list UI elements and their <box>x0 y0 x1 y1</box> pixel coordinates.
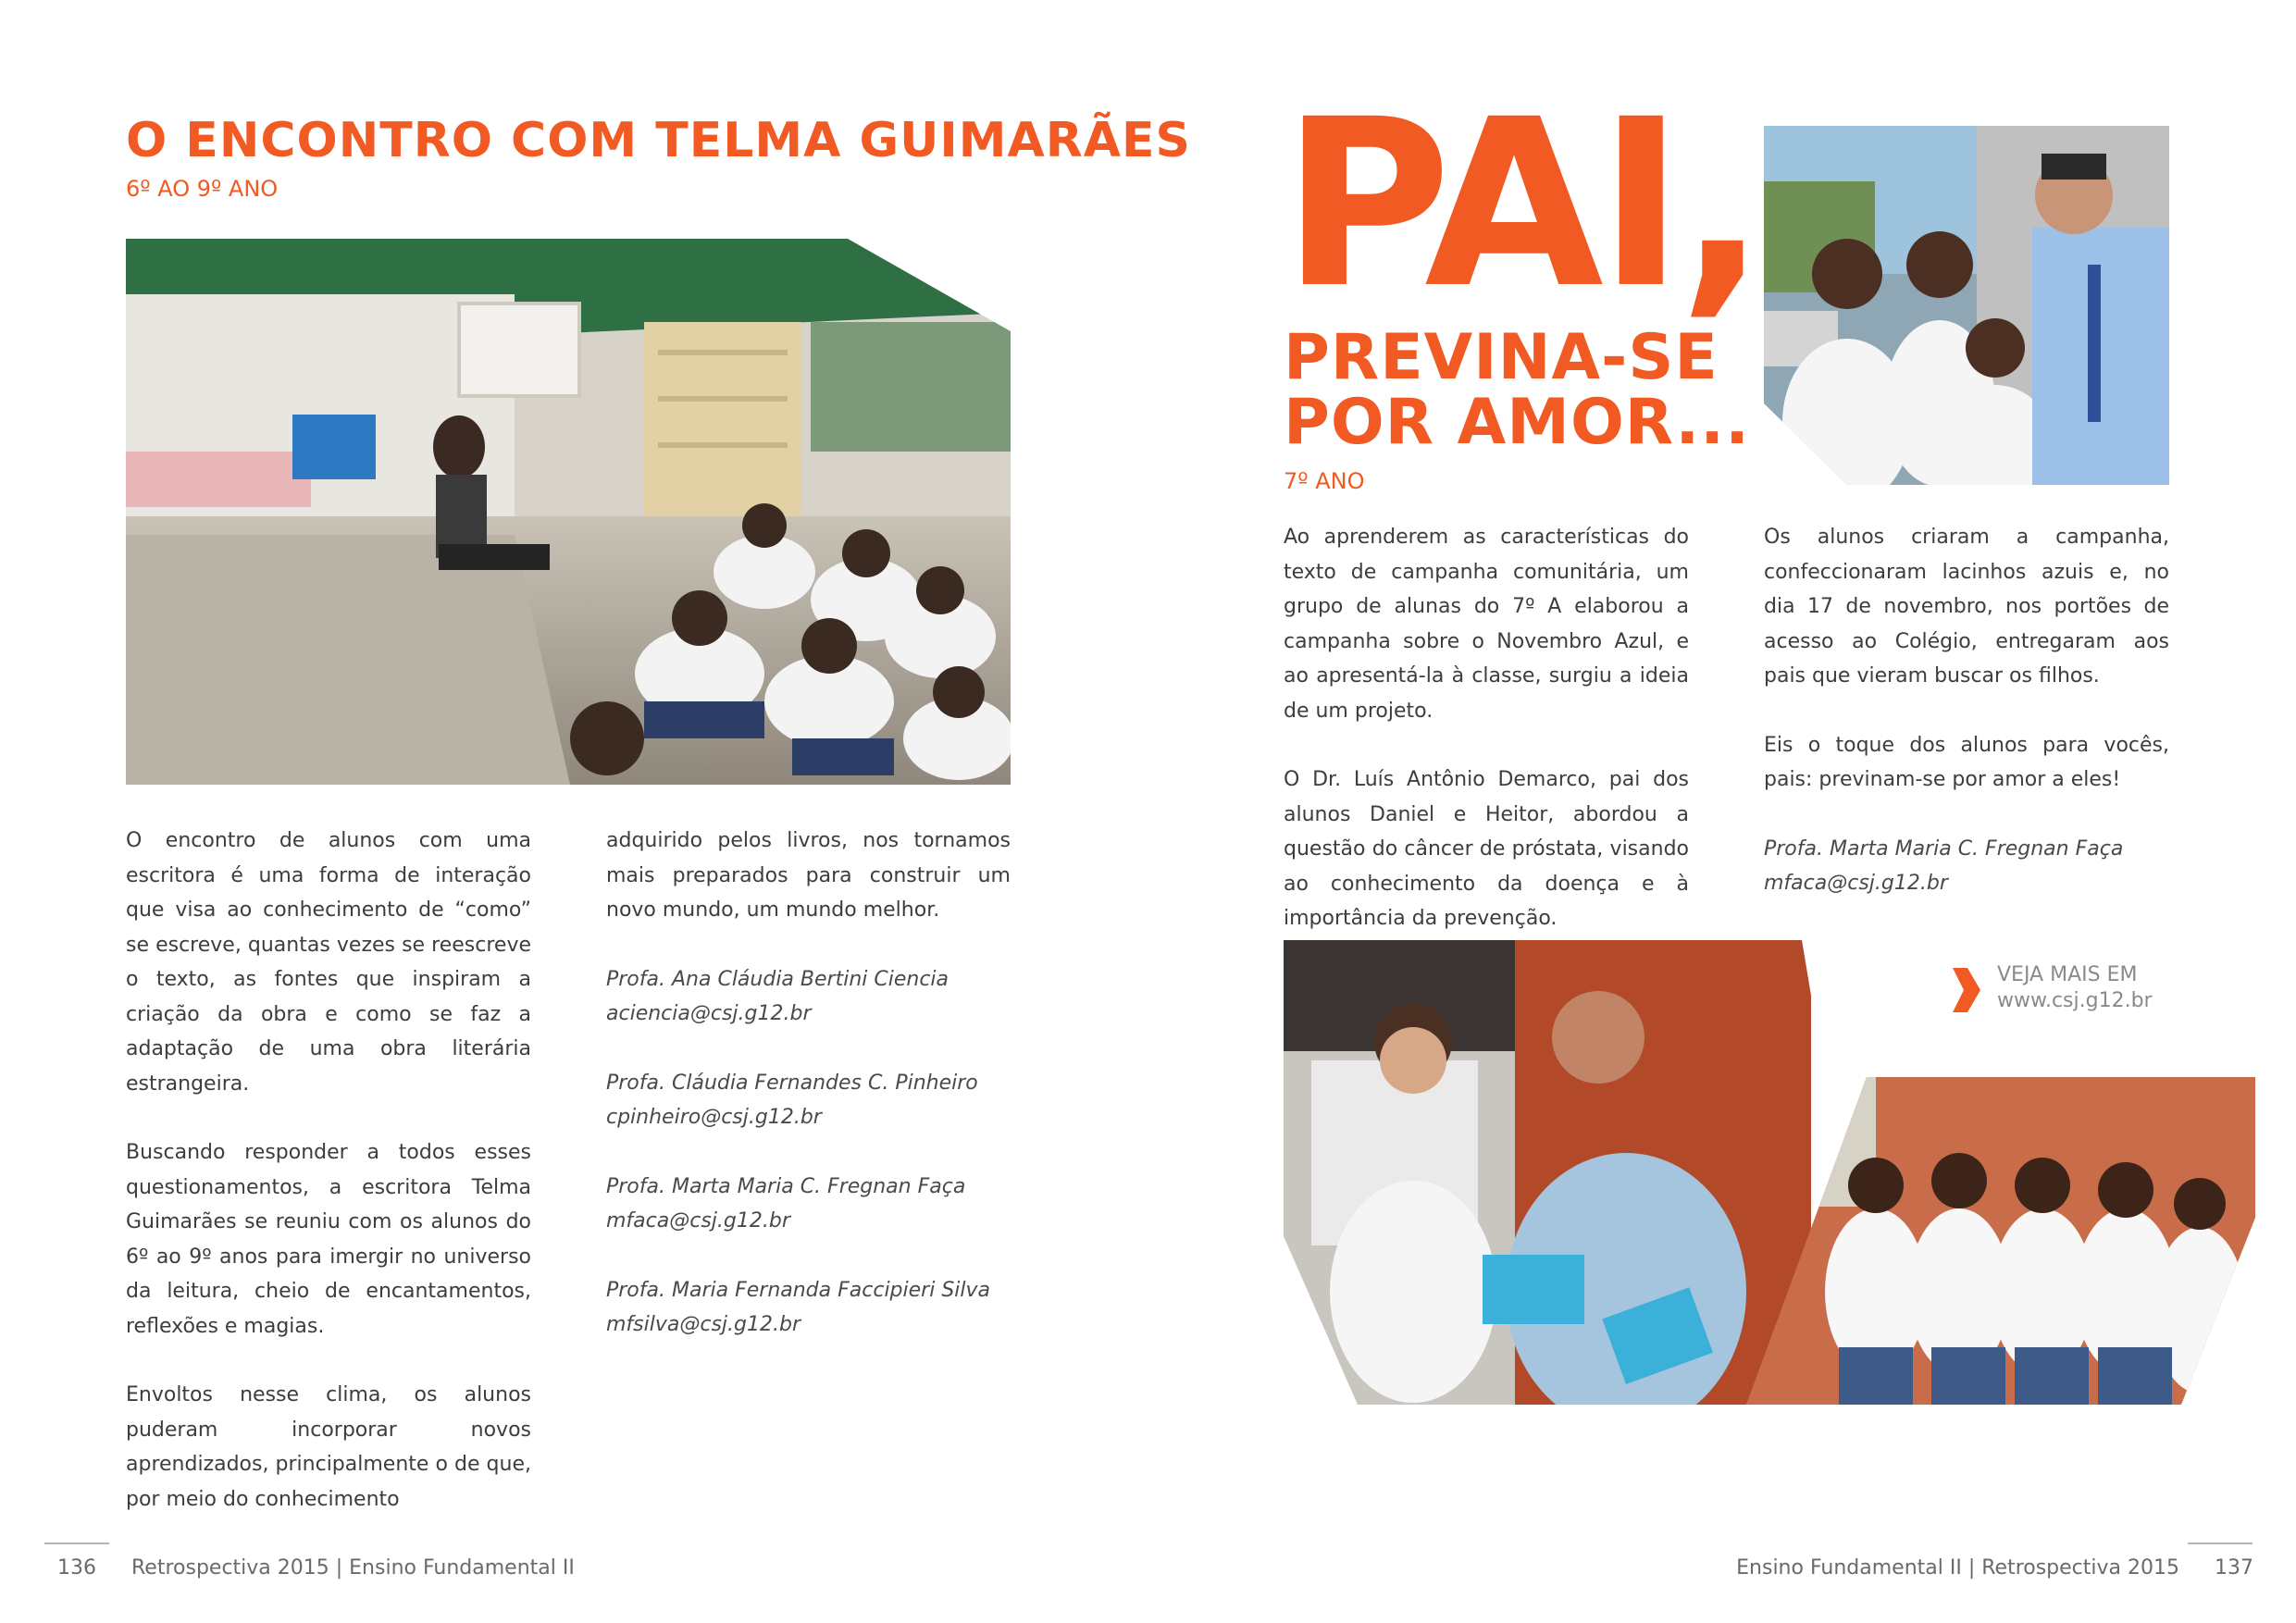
signature-name: Profa. Marta Maria C. Fregnan Faça <box>1764 836 2124 861</box>
photo-author-meeting <box>126 239 1011 785</box>
signature <box>606 962 1011 1032</box>
paragraph: O encontro de alunos com uma escritora é uma forma de interação que visa ao conhecimento de “como” se escreve, quantas vezes se reescreve o texto, as fontes que inspiram a criação da obra e como se faz a adaptação de uma obra literária estrangeira. <box>126 829 531 1096</box>
headline-line: POR AMOR... <box>1284 386 1750 459</box>
veja-mais-link[interactable] <box>1997 962 2153 1014</box>
article-subtitle-right: 7º ANO <box>1284 468 1365 494</box>
paragraph: Buscando responder a todos esses questionamentos, a escritora Telma Guimarães se reuniu com os alunos do 6º ao 9º anos para imergir no universo da leitura, cheio de encantamentos, reflexões e magias. <box>126 1141 531 1338</box>
signature-list <box>606 962 1011 1343</box>
signature-email[interactable]: mfsilva@csj.g12.br <box>606 1313 800 1336</box>
paragraph: O Dr. Luís Antônio Demarco, pai dos alunos Daniel e Heitor, abordou a questão do câncer de próstata, visando ao conhecimento da doença e à importância da prevenção. <box>1284 768 1689 930</box>
paragraph: adquirido pelos livros, nos tornamos mais preparados para construir um novo mundo, um mundo melhor. <box>606 829 1011 922</box>
article-subtitle-left: 6º AO 9º ANO <box>126 176 279 202</box>
signature <box>1764 832 2169 901</box>
veja-mais-label: VEJA MAIS EM <box>1997 963 2138 986</box>
footer-right <box>1736 1556 2253 1580</box>
headline-previna <box>1284 321 1750 459</box>
right-column-2 <box>1764 520 2169 901</box>
signature-email[interactable]: mfaca@csj.g12.br <box>606 1209 790 1233</box>
photo-dad-with-students <box>1764 126 2169 485</box>
signature-email[interactable]: aciencia@csj.g12.br <box>606 1002 812 1025</box>
headline-pai: PAI, <box>1282 69 1761 339</box>
left-column-1 <box>126 824 531 1551</box>
footer-rule-right <box>2188 1542 2253 1544</box>
paragraph: Envoltos nesse clima, os alunos puderam incorporar novos aprendizados, principalmente o de que, por meio do conhecimento <box>126 1383 531 1511</box>
signature-email[interactable]: mfaca@csj.g12.br <box>1764 872 1948 895</box>
signature <box>606 1170 1011 1239</box>
page-number-right: 137 <box>2215 1556 2253 1580</box>
veja-mais-url[interactable]: www.csj.g12.br <box>1997 989 2153 1012</box>
paragraph: Eis o toque dos alunos para vocês, pais: previnam-se por amor a eles! <box>1764 733 2169 791</box>
chevron-right-icon <box>1953 968 1980 1012</box>
signature-name: Profa. Cláudia Fernandes C. Pinheiro <box>606 1071 978 1095</box>
signature-email[interactable]: cpinheiro@csj.g12.br <box>606 1106 822 1129</box>
signature-name: Profa. Ana Cláudia Bertini Ciencia <box>606 967 949 991</box>
signature <box>606 1066 1011 1135</box>
paragraph: Ao aprenderem as características do texto de campanha comunitária, um grupo de alunas do 7º A elaborou a campanha sobre o Novembro Azul, e ao apresentá-la à classe, surgiu a ideia de um projeto. <box>1284 526 1689 723</box>
signature-name: Profa. Maria Fernanda Faccipieri Silva <box>606 1278 991 1302</box>
footer-text-left: Retrospectiva 2015 | Ensino Fundamental II <box>131 1556 575 1580</box>
headline-line: PREVINA-SE <box>1284 321 1719 394</box>
article-title-left: O ENCONTRO COM TELMA GUIMARÃES <box>126 113 1191 168</box>
left-column-2 <box>606 824 1011 1377</box>
paragraph: Os alunos criaram a campanha, confeccionaram lacinhos azuis e, no dia 17 de novembro, nos portões de acesso ao Colégio, entregaram aos pais que vieram buscar os filhos. <box>1764 526 2169 688</box>
page-number-left: 136 <box>57 1556 96 1580</box>
footer-left <box>57 1556 575 1580</box>
signature-name: Profa. Marta Maria C. Fregnan Faça <box>606 1174 966 1198</box>
footer-text-right: Ensino Fundamental II | Retrospectiva 2015 <box>1736 1556 2179 1580</box>
signature <box>606 1273 1011 1343</box>
footer-rule-left <box>44 1542 109 1544</box>
right-column-1 <box>1284 520 1689 971</box>
